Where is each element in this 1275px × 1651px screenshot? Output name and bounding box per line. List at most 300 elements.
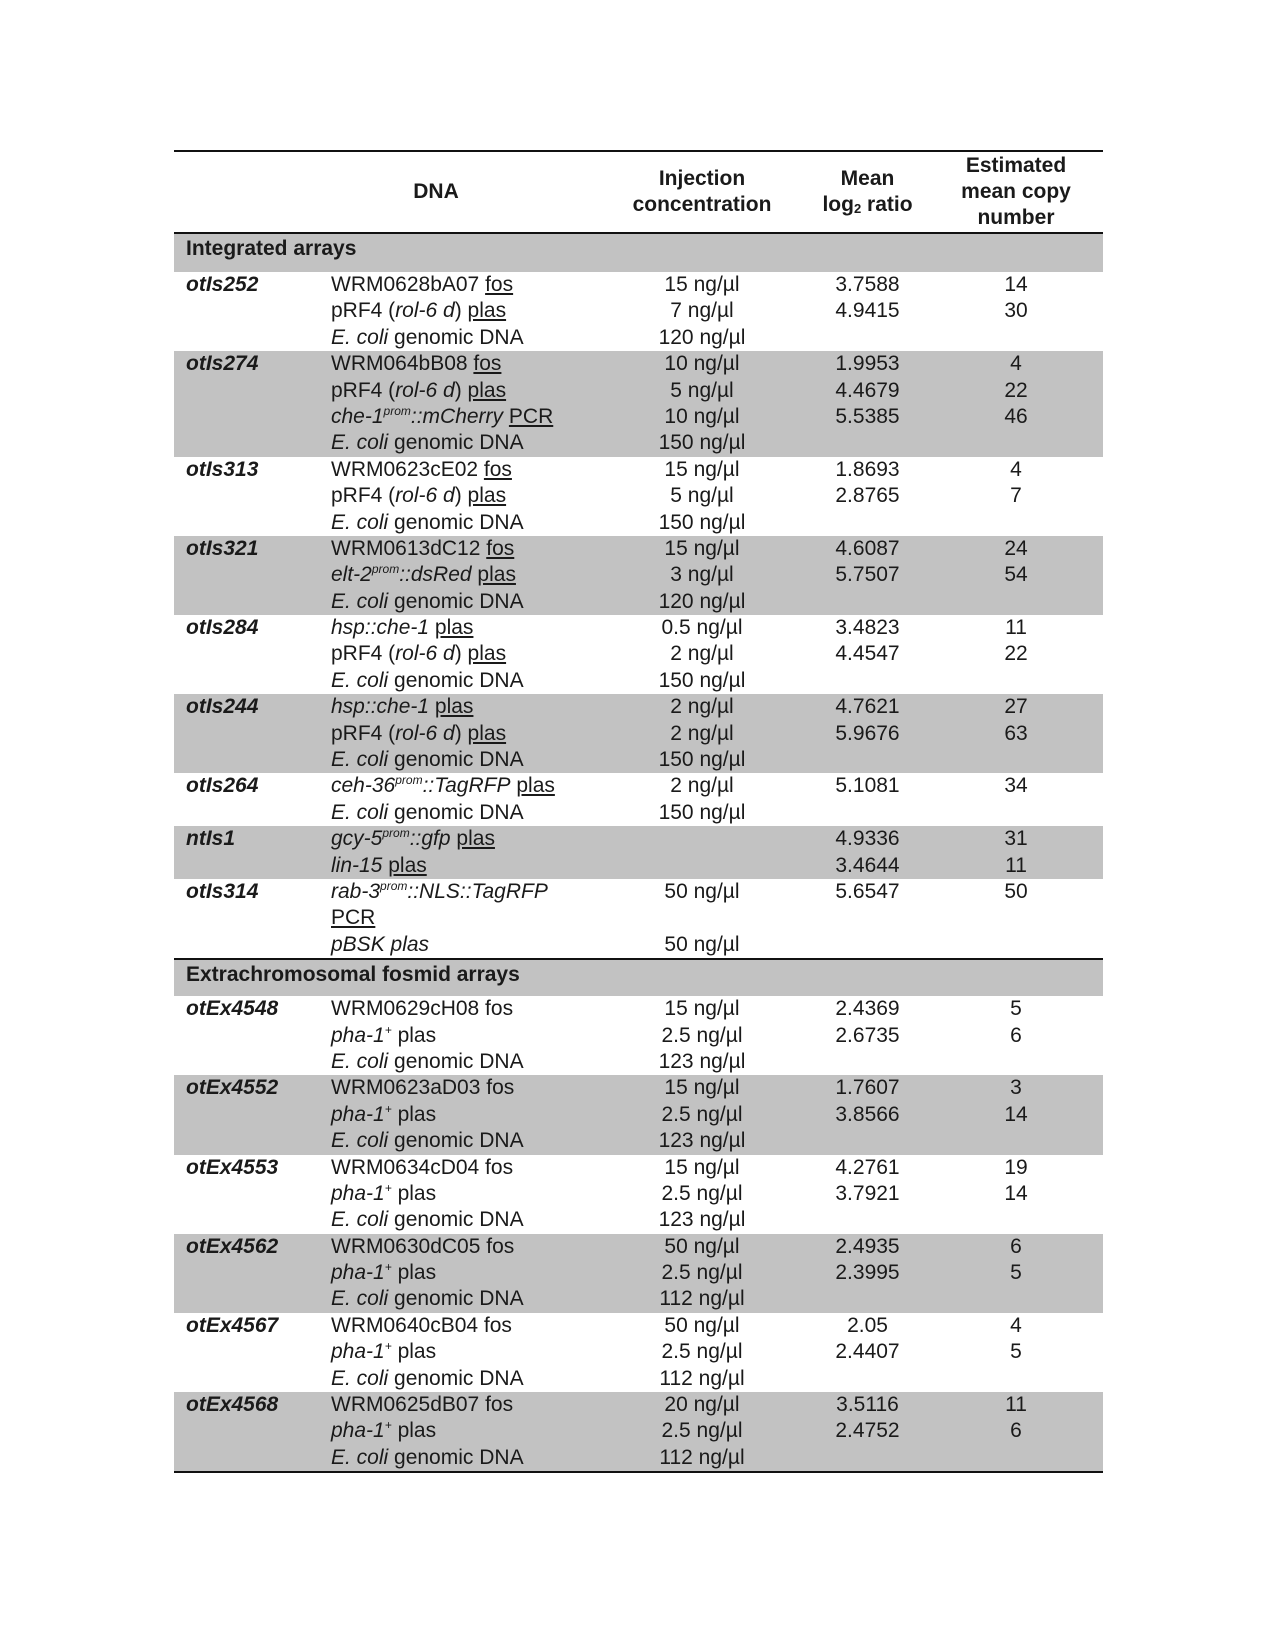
injection-concentration: 2.5 ng/µl: [661, 1181, 743, 1205]
dna-cell: [331, 1075, 514, 1101]
dna-gene: pha-1: [331, 1181, 385, 1205]
dna-cell: [331, 668, 524, 694]
dna-italic: E. coli: [331, 1208, 389, 1232]
estimated-copy-number: 5: [1010, 1340, 1022, 1364]
mean-log2-ratio: 1.8693: [835, 457, 900, 481]
dna-type: plas: [388, 853, 427, 877]
injection-concentration: 15 ng/µl: [664, 1076, 740, 1100]
injection-concentration: 120 ng/µl: [658, 589, 746, 613]
injection-concentration: 10 ng/µl: [664, 352, 740, 376]
dna-cell: [331, 298, 506, 324]
dna-construct: ::dsRed: [399, 563, 472, 587]
dna-gene: hsp::che-1: [331, 695, 430, 719]
injection-concentration: 3 ng/µl: [670, 563, 734, 587]
header-mean-line2: [822, 192, 912, 218]
table-row: [174, 932, 1103, 958]
dna-text: pRF4 (: [331, 484, 396, 508]
injection-concentration: 120 ng/µl: [658, 325, 746, 349]
dna-text: genomic DNA: [388, 1129, 524, 1153]
dna-italic: E. coli: [331, 431, 389, 455]
injection-concentration: 15 ng/µl: [664, 273, 740, 296]
dna-gene: gcy-5: [331, 827, 383, 851]
dna-italic: E. coli: [331, 1445, 389, 1469]
mean-log2-ratio: 5.1081: [835, 774, 900, 798]
table-row: [174, 483, 1103, 509]
table-row: [174, 589, 1103, 615]
dna-italic: E. coli: [331, 1287, 389, 1311]
dna-italic: E. coli: [331, 668, 389, 692]
dna-cell: [331, 932, 429, 958]
dna-cell: [331, 1102, 436, 1128]
dna-text: genomic DNA: [388, 748, 524, 772]
injection-concentration: 112 ng/µl: [659, 1366, 745, 1390]
table-row: [174, 615, 1103, 641]
table-row: [174, 536, 1103, 562]
dna-type: plas: [434, 616, 474, 640]
table-row: [174, 1313, 1103, 1339]
dna-cell: [331, 1418, 436, 1444]
dna-cell: [331, 826, 495, 852]
dna-text: plas: [391, 1419, 437, 1443]
dna-text: WRM0613dC12: [331, 536, 481, 560]
dna-cell: [331, 325, 524, 351]
table-row: [174, 1049, 1103, 1075]
dna-gene: che-1: [331, 404, 384, 428]
table-row: [174, 1181, 1103, 1207]
table-row: [174, 747, 1103, 773]
injection-concentration: 2 ng/µl: [670, 774, 734, 798]
header-injection-line1: Injection: [658, 167, 746, 190]
estimated-copy-number: 46: [1004, 404, 1028, 428]
dna-superscript: +: [384, 1022, 392, 1037]
strain-group: [174, 773, 1103, 826]
dna-gene: elt-2: [331, 563, 372, 587]
mean-log2-ratio: 3.8566: [835, 1102, 900, 1126]
dna-gene: rab-3: [331, 879, 381, 903]
mean-log2-ratio: 4.4679: [835, 378, 900, 402]
dna-text: ): [454, 642, 468, 666]
table-row: [174, 272, 1103, 298]
injection-concentration: 112 ng/µl: [659, 1287, 745, 1311]
injection-concentration: 2 ng/µl: [670, 695, 734, 719]
section-title: Integrated arrays: [186, 237, 357, 260]
injection-concentration: 2 ng/µl: [670, 721, 734, 745]
estimated-copy-number: 4: [1010, 1313, 1022, 1337]
dna-text: WRM064bB08: [331, 352, 468, 376]
dna-gene: hsp::che-1: [331, 616, 430, 640]
estimated-copy-number: 5: [1010, 1261, 1022, 1285]
strain-group: [174, 351, 1103, 457]
estimated-copy-number: 14: [1004, 1181, 1028, 1205]
mean-log2-ratio: 5.5385: [835, 404, 900, 428]
dna-cell: [331, 853, 427, 879]
strain-name: otEx4553: [186, 1155, 279, 1179]
strain-name: otIs252: [186, 273, 259, 296]
table-row: [174, 325, 1103, 351]
dna-cell: [331, 747, 524, 773]
dna-text: WRM0629cH08 fos: [331, 997, 514, 1021]
dna-italic: E. coli: [331, 748, 389, 772]
dna-type: plas: [467, 642, 507, 666]
mean-log2-ratio: 2.8765: [835, 484, 900, 508]
strain-name: otIs244: [186, 695, 259, 719]
table-row: [174, 1392, 1103, 1418]
dna-text: WRM0623cE02: [331, 457, 479, 481]
estimated-copy-number: 27: [1004, 695, 1028, 719]
dna-text: genomic DNA: [388, 431, 524, 455]
dna-text: plas: [391, 1023, 437, 1047]
strain-group: [174, 457, 1103, 536]
strain-group: [174, 615, 1103, 694]
table-row: [174, 1366, 1103, 1392]
injection-concentration: 2.5 ng/µl: [661, 1340, 743, 1364]
dna-italic: rol-6 d: [395, 299, 455, 323]
dna-construct: ::gfp: [409, 827, 451, 851]
dna-cell: [331, 510, 524, 536]
estimated-copy-number: 22: [1004, 378, 1028, 402]
dna-cell: [331, 430, 524, 456]
dna-text: genomic DNA: [388, 510, 524, 534]
header-mean-ratio: [810, 152, 925, 232]
injection-concentration: 50 ng/µl: [664, 879, 740, 903]
dna-text: genomic DNA: [388, 325, 524, 349]
strain-name: otIs314: [186, 879, 259, 903]
estimated-copy-number: 11: [1005, 853, 1027, 877]
dna-text: genomic DNA: [388, 1287, 524, 1311]
dna-type: plas: [516, 774, 555, 798]
dna-cell: [331, 1339, 436, 1365]
injection-concentration: 2.5 ng/µl: [661, 1419, 743, 1443]
mean-log2-ratio: 3.4823: [835, 616, 900, 640]
header-dna-label: DNA: [413, 180, 459, 203]
dna-cell: [331, 378, 506, 404]
dna-construct: ::mCherry: [410, 404, 504, 428]
header-log-subscript: 2: [853, 201, 862, 216]
dna-text: ): [454, 484, 468, 508]
estimated-copy-number: 14: [1004, 1102, 1028, 1126]
dna-type: fos: [485, 273, 514, 296]
dna-superscript: prom: [382, 826, 410, 841]
table-row: [174, 996, 1103, 1022]
injection-concentration: 15 ng/µl: [664, 457, 740, 481]
dna-type: fos: [483, 457, 512, 481]
dna-superscript: prom: [380, 878, 408, 893]
strain-name: otIs313: [186, 457, 259, 481]
mean-log2-ratio: 2.4407: [835, 1340, 900, 1364]
estimated-copy-number: 50: [1004, 879, 1028, 903]
dna-cell: [331, 1260, 436, 1286]
mean-log2-ratio: 1.9953: [835, 352, 900, 376]
injection-concentration: 150 ng/µl: [658, 748, 746, 772]
table-row: [174, 1155, 1103, 1181]
mean-log2-ratio: 3.7588: [835, 273, 900, 296]
dna-type: plas: [434, 695, 474, 719]
dna-cell: [331, 589, 524, 615]
dna-cell: [331, 615, 473, 641]
mean-log2-ratio: 2.3995: [835, 1261, 900, 1285]
dna-cell: [331, 721, 506, 747]
dna-text: genomic DNA: [388, 1208, 524, 1232]
dna-text: WRM0628bA07: [331, 273, 480, 296]
dna-cell: [331, 800, 524, 826]
dna-gene: pha-1: [331, 1023, 385, 1047]
section-extrachromosomal-arrays: [174, 958, 1103, 996]
strain-group: [174, 536, 1103, 615]
integrated-arrays-body: [174, 272, 1103, 958]
dna-text: genomic DNA: [388, 1049, 524, 1073]
dna-cell: [331, 1049, 524, 1075]
estimated-copy-number: 34: [1004, 774, 1028, 798]
extrachromosomal-arrays-body: [174, 996, 1103, 1471]
dna-text: plas: [391, 1181, 437, 1205]
estimated-copy-number: 24: [1004, 536, 1028, 560]
strain-name: otEx4567: [186, 1313, 279, 1337]
dna-italic: E. coli: [331, 800, 389, 824]
dna-superscript: prom: [383, 403, 411, 418]
header-est-line3: number: [977, 206, 1055, 229]
strain-name: otIs284: [186, 616, 259, 640]
strain-group: [174, 272, 1103, 351]
dna-type: fos: [473, 352, 502, 376]
estimated-copy-number: 11: [1005, 1393, 1027, 1417]
dna-cell: [331, 1392, 513, 1418]
table-row: [174, 879, 1103, 905]
table-row: [174, 826, 1103, 852]
table-row: [174, 1445, 1103, 1471]
table-row: [174, 1075, 1103, 1101]
dna-text: WRM0623aD03 fos: [331, 1076, 515, 1100]
mean-log2-ratio: 5.9676: [835, 721, 900, 745]
injection-concentration: 2.5 ng/µl: [661, 1102, 743, 1126]
dna-superscript: prom: [371, 562, 400, 577]
dna-cell: [331, 457, 512, 483]
mean-log2-ratio: 1.7607: [835, 1076, 900, 1100]
mean-log2-ratio: 2.4369: [835, 997, 900, 1021]
injection-concentration: 15 ng/µl: [664, 997, 740, 1021]
dna-type: plas: [467, 484, 507, 508]
estimated-copy-number: 19: [1004, 1155, 1028, 1179]
dna-text: genomic DNA: [388, 800, 524, 824]
dna-italic: E. coli: [331, 510, 389, 534]
dna-gene: lin-15: [331, 853, 383, 877]
dna-cell: [331, 536, 514, 562]
injection-concentration: 123 ng/µl: [658, 1049, 746, 1073]
injection-concentration: 50 ng/µl: [664, 932, 740, 956]
strain-name: otEx4562: [186, 1234, 279, 1258]
dna-cell: [331, 1445, 524, 1471]
header-ratio-text: ratio: [861, 193, 913, 216]
dna-text: ): [454, 721, 468, 745]
mean-log2-ratio: 2.6735: [835, 1023, 900, 1047]
dna-text: WRM0625dB07 fos: [331, 1393, 514, 1417]
dna-cell: [331, 1181, 436, 1207]
estimated-copy-number: 22: [1004, 642, 1028, 666]
section-integrated-arrays: [174, 234, 1103, 272]
header-est-line2: mean copy: [961, 180, 1071, 203]
mean-log2-ratio: 2.05: [847, 1313, 888, 1337]
dna-type: plas: [467, 721, 507, 745]
dna-text: pRF4 (: [331, 378, 396, 402]
table-row: [174, 1128, 1103, 1154]
dna-cell: [331, 1023, 436, 1049]
dna-italic: E. coli: [331, 1049, 389, 1073]
dna-italic: rol-6 d: [395, 642, 455, 666]
injection-concentration: 123 ng/µl: [658, 1129, 746, 1153]
dna-cell: [331, 272, 513, 298]
table-row: [174, 1339, 1103, 1365]
dna-cell: [331, 694, 473, 720]
mean-log2-ratio: 2.4752: [835, 1419, 900, 1443]
strain-group: [174, 1155, 1103, 1234]
dna-cell: [331, 773, 555, 799]
header-estimated-copy: [946, 152, 1086, 232]
estimated-copy-number: 31: [1004, 827, 1028, 851]
dna-cell: [331, 351, 501, 377]
table-row: [174, 773, 1103, 799]
strain-name: otIs274: [186, 352, 259, 376]
dna-type: plas: [467, 299, 507, 323]
dna-cell: [331, 1207, 524, 1233]
dna-superscript: prom: [395, 773, 423, 788]
table-row: [174, 1023, 1103, 1049]
estimated-copy-number: 4: [1010, 352, 1022, 376]
dna-cell: [331, 1155, 513, 1181]
dna-construct: ::TagRFP: [422, 774, 511, 798]
dna-italic: E. coli: [331, 1129, 389, 1153]
dna-cell: [331, 404, 553, 430]
copy-number-table: [174, 150, 1103, 1473]
dna-italic: E. coli: [331, 325, 389, 349]
dna-gene: pha-1: [331, 1340, 385, 1364]
dna-superscript: +: [384, 1339, 392, 1354]
table-row: [174, 800, 1103, 826]
header-dna: [331, 152, 541, 232]
dna-superscript: +: [384, 1418, 392, 1433]
dna-italic: rol-6 d: [395, 484, 455, 508]
table-row: [174, 1260, 1103, 1286]
estimated-copy-number: 14: [1004, 273, 1028, 296]
injection-concentration: 15 ng/µl: [664, 536, 740, 560]
injection-concentration: 150 ng/µl: [658, 800, 746, 824]
table-row: [174, 562, 1103, 588]
dna-text: ): [454, 378, 468, 402]
mean-log2-ratio: 4.7621: [835, 695, 900, 719]
dna-superscript: +: [384, 1180, 392, 1195]
estimated-copy-number: 63: [1004, 721, 1028, 745]
dna-cell: [331, 483, 506, 509]
dna-type: plas: [456, 827, 495, 851]
mean-log2-ratio: 4.9336: [835, 827, 900, 851]
injection-concentration: 2 ng/µl: [670, 642, 734, 666]
header-log-text: log: [822, 193, 854, 216]
strain-name: otIs321: [186, 536, 259, 560]
injection-concentration: 7 ng/µl: [670, 299, 734, 323]
injection-concentration: 112 ng/µl: [659, 1445, 745, 1469]
dna-text: pRF4 (: [331, 642, 396, 666]
injection-concentration: 2.5 ng/µl: [661, 1261, 743, 1285]
injection-concentration: 20 ng/µl: [664, 1393, 740, 1417]
dna-italic: rol-6 d: [395, 721, 455, 745]
table-row: [174, 1207, 1103, 1233]
dna-text: ): [454, 299, 468, 323]
dna-gene: pha-1: [331, 1261, 385, 1285]
estimated-copy-number: 4: [1010, 457, 1022, 481]
strain-name: otIs264: [186, 774, 259, 798]
dna-cell: [331, 1234, 514, 1260]
mean-log2-ratio: 4.2761: [835, 1155, 900, 1179]
mean-log2-ratio: 2.4935: [835, 1234, 900, 1258]
dna-text: genomic DNA: [388, 668, 524, 692]
estimated-copy-number: 30: [1004, 299, 1028, 323]
dna-cell: [331, 1286, 524, 1312]
dna-cell: [331, 1128, 524, 1154]
dna-italic: E. coli: [331, 589, 389, 613]
dna-type: fos: [486, 536, 515, 560]
injection-concentration: 50 ng/µl: [664, 1313, 740, 1337]
dna-text: genomic DNA: [388, 589, 524, 613]
mean-log2-ratio: 5.6547: [835, 879, 900, 903]
strain-group: [174, 1313, 1103, 1392]
dna-superscript: +: [384, 1260, 392, 1275]
table-row: [174, 430, 1103, 456]
estimated-copy-number: 6: [1010, 1023, 1022, 1047]
estimated-copy-number: 3: [1010, 1076, 1022, 1100]
dna-text: WRM0640cB04 fos: [331, 1313, 512, 1337]
table-row: [174, 1286, 1103, 1312]
strain-name: otEx4548: [186, 997, 279, 1021]
injection-concentration: 123 ng/µl: [658, 1208, 746, 1232]
estimated-copy-number: 11: [1005, 616, 1027, 640]
dna-text: WRM0634cD04 fos: [331, 1155, 514, 1179]
dna-text: genomic DNA: [388, 1445, 524, 1469]
strain-name: otEx4552: [186, 1076, 279, 1100]
dna-text: WRM0630dC05 fos: [331, 1234, 515, 1258]
dna-type: plas: [477, 563, 516, 587]
injection-concentration: 150 ng/µl: [658, 510, 746, 534]
table-row: [174, 1234, 1103, 1260]
mean-log2-ratio: 3.7921: [835, 1181, 900, 1205]
dna-type: PCR: [331, 906, 376, 930]
dna-text: plas: [391, 1340, 437, 1364]
injection-concentration: 50 ng/µl: [664, 1234, 740, 1258]
table-bottom-rule: [174, 1471, 1103, 1473]
strain-group: [174, 1392, 1103, 1471]
mean-log2-ratio: 3.4644: [835, 853, 900, 877]
strain-group: [174, 1234, 1103, 1313]
dna-text: pRF4 (: [331, 299, 396, 323]
header-est-line1: Estimated: [965, 154, 1067, 177]
estimated-copy-number: 6: [1010, 1419, 1022, 1443]
dna-cell: [331, 879, 548, 905]
section-title: Extrachromosomal fosmid arrays: [186, 963, 520, 987]
header-injection: [614, 152, 790, 232]
injection-concentration: 0.5 ng/µl: [661, 616, 743, 640]
dna-cell: [331, 905, 375, 931]
dna-text: plas: [391, 1102, 437, 1126]
injection-concentration: 2.5 ng/µl: [661, 1023, 743, 1047]
estimated-copy-number: 5: [1010, 997, 1022, 1021]
table-row: [174, 457, 1103, 483]
dna-text: genomic DNA: [388, 1366, 524, 1390]
dna-cell: [331, 996, 513, 1022]
dna-construct: ::NLS::TagRFP: [407, 879, 548, 903]
dna-italic: rol-6 d: [395, 378, 455, 402]
header-injection-line2: concentration: [632, 193, 772, 216]
dna-gene: pBSK plas: [331, 932, 430, 956]
dna-cell: [331, 1366, 524, 1392]
dna-gene: pha-1: [331, 1102, 385, 1126]
dna-cell: [331, 1313, 512, 1339]
